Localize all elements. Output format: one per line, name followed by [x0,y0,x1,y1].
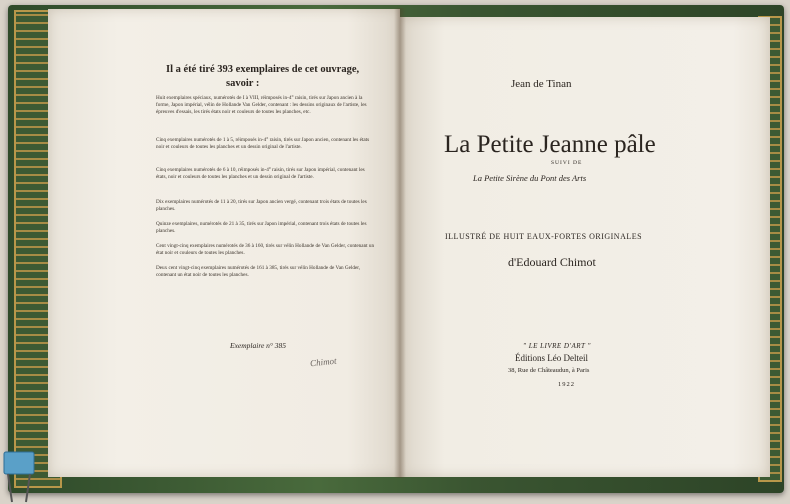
illustration-note: ILLUSTRÉ DE HUIT EAUX-FORTES ORIGINALES [445,232,643,241]
paragraph: Dix exemplaires numérotés de 11 à 20, tirés sur Japon ancien vergé, contenant trois états de toutes les planches. [156,199,367,212]
justification-heading: Il a été tiré 393 exemplaires de cet ouvrage, [166,64,360,75]
right-page [400,17,770,477]
paragraph: Deux cent vingt-cinq exemplaires numérotés de 161 à 385, tirés sur vélin Hollande de Van Gelder, contenant un état noir de toutes les planches. [156,265,361,278]
publisher: Éditions Léo Delteil [515,353,588,363]
paragraph: Quinze exemplaires, numérotés de 21 à 35, tirés sur Japon impérial, contenant trois états de toutes les planches. [156,221,367,234]
paragraph: Cinq exemplaires numérotés de 1 à 5, réimposés in-4° raisin, tirés sur Japon ancien, contenant les états noir et couleurs de toutes les planches et un dessin original de l'artiste. [156,137,370,150]
justification-heading-2: savoir : [226,78,260,89]
binder-clip-icon [0,450,40,504]
book-title: La Petite Jeanne pâle [444,131,656,158]
publisher-address: 38, Rue de Châteaudun, à Paris [508,367,590,374]
paragraph: Cinq exemplaires numérotés de 6 à 10, réimposés in-4° raisin, tirés sur Japon impérial, contenant les états, noir et couleurs de toutes les planches et un dessin original de l'artiste. [156,167,365,180]
left-page [48,9,400,477]
paragraph: Huit exemplaires spéciaux, numérotés de I à VIII, réimposés in-4° raisin, tirés sur Japon ancien à la forme, Japon impérial, vélin de Hollande Van Gelder, contenant : les dessins originaux de l'artiste, les épreuves d'essais, les tirés états noir et couleurs de toutes les planches, etc. [156,95,367,115]
book-gutter [394,8,406,478]
paragraph: Cent vingt-cinq exemplaires numérotés de 36 à 160, tirés sur vélin Hollande de Van Gelder, contenant un état noir et couleurs de toutes les planches. [156,243,375,256]
exemplaire-number: Exemplaire n° 385 [230,341,287,350]
collection: " LE LIVRE D'ART " [523,342,591,350]
illustrator: d'Edouard Chimot [508,255,596,269]
year: 1922 [558,381,575,388]
subtitle: La Petite Sirène du Pont des Arts [473,173,587,183]
signature: Chimot [309,355,337,369]
suivi-de: SUIVI DE [551,160,583,166]
author: Jean de Tinan [511,78,572,90]
